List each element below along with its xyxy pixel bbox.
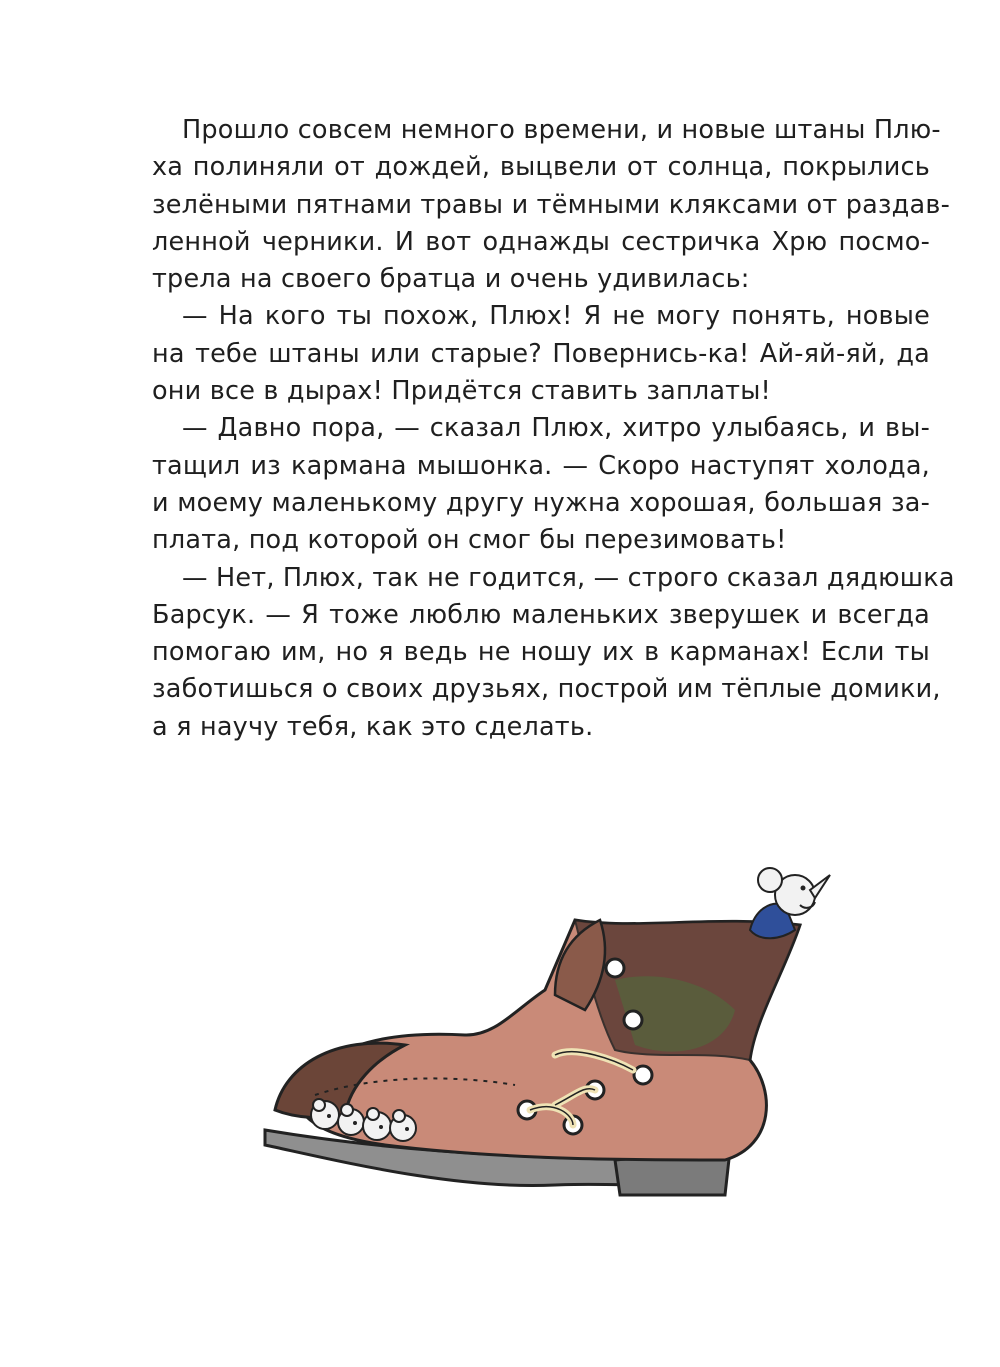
text-line: а я научу тебя, как это сделать. — [152, 711, 594, 742]
text-line: трела на своего братца и очень удивилась: — [152, 264, 750, 295]
paragraph-2 — [152, 298, 930, 410]
text-line: помогаю им, но я ведь не ношу их в карманах! Если ты — [152, 637, 930, 668]
text-line: ха полиняли от дождей, выцвели от солнца, покрылись — [152, 152, 930, 183]
story-text — [152, 112, 955, 746]
text-line: — Давно пора, — сказал Плюх, хитро улыбаясь, и вы- — [182, 413, 930, 444]
text-line: — Нет, Плюх, так не годится, — строго сказал дядюшка — [182, 562, 955, 593]
text-line: ленной черники. И вот однажды сестричка Хрю посмо- — [152, 226, 930, 257]
paragraph-3 — [152, 410, 930, 559]
text-line: и моему маленькому другу нужна хорошая, большая за- — [152, 487, 930, 518]
text-line: Барсук. — Я тоже люблю маленьких зверушек и всегда — [152, 599, 930, 630]
old-boot-with-mice-icon — [255, 860, 855, 1220]
mouse-on-boot-icon — [750, 868, 830, 938]
paragraph-4 — [152, 560, 955, 746]
text-line: — На кого ты похож, Плюх! Я не могу понять, новые — [182, 301, 930, 332]
text-line: заботишься о своих друзьях, построй им тёплые домики, — [152, 674, 941, 705]
text-line: на тебе штаны или старые? Повернись-ка! Ай-яй-яй, да — [152, 338, 930, 369]
paragraph-1 — [152, 112, 950, 298]
text-line: плата, под которой он смог бы перезимовать! — [152, 525, 787, 556]
text-line: тащил из кармана мышонка. — Скоро наступят холода, — [152, 450, 930, 481]
text-line: они все в дырах! Придётся ставить заплаты! — [152, 376, 771, 407]
text-line: зелёными пятнами травы и тёмными кляксами от раздав- — [152, 189, 950, 220]
text-line: Прошло совсем немного времени, и новые штаны Плю- — [182, 115, 941, 145]
